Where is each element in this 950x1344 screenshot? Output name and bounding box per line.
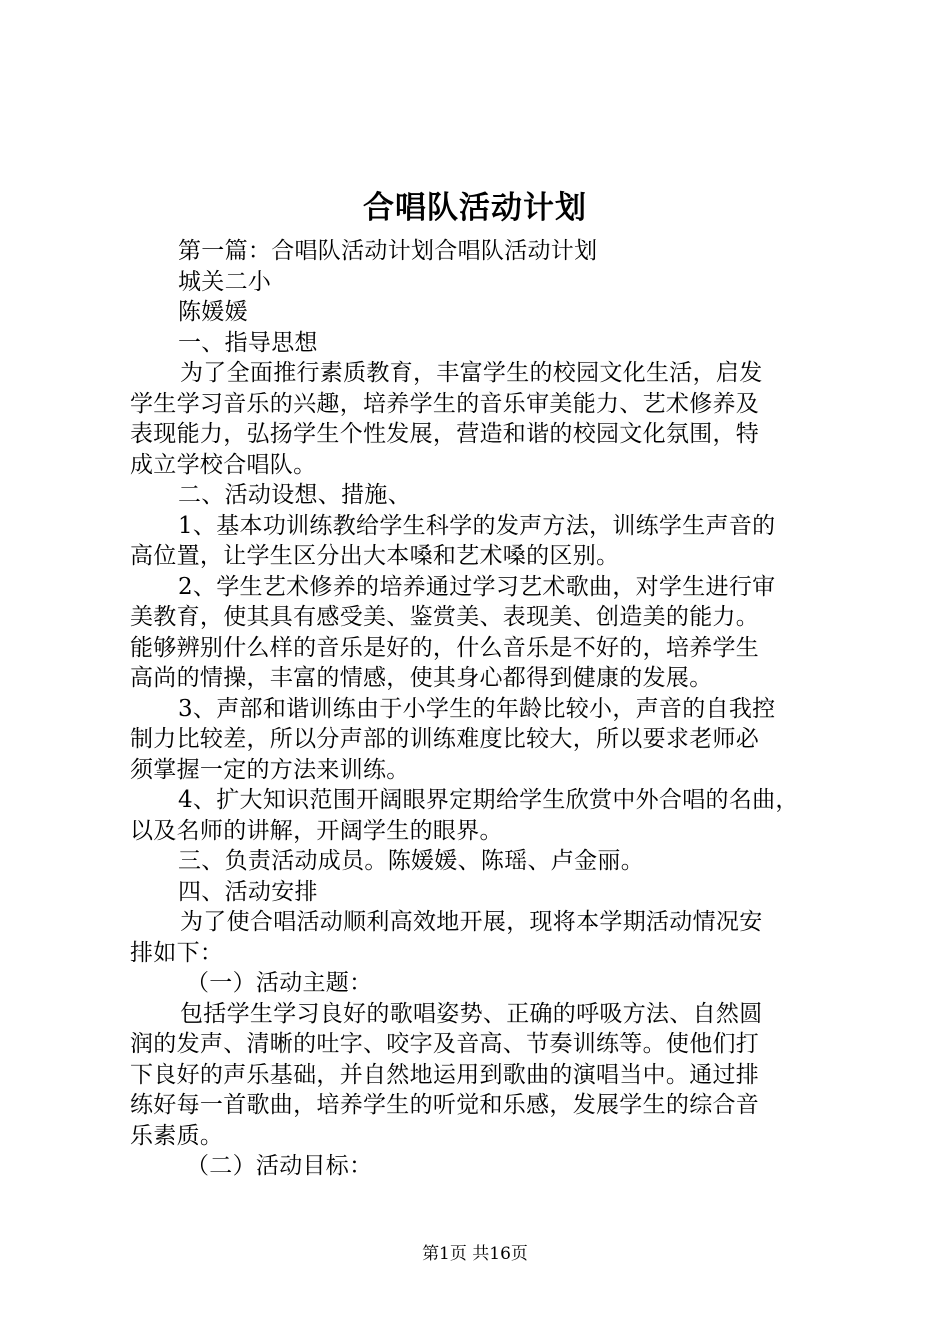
text-line: 第一篇：合唱队活动计划合唱队活动计划 (178, 238, 598, 264)
text-line: 下良好的声乐基础，并自然地运用到歌曲的演唱当中。通过排 (130, 1061, 760, 1088)
text-line: 表现能力，弘扬学生个性发展，营造和谐的校园文化氛围，特 (130, 421, 760, 447)
document-title: 合唱队活动计划 (363, 190, 587, 226)
text-line: 二、活动设想、措施、 (178, 482, 411, 508)
text-line: （一）活动主题： (186, 970, 373, 996)
text-line: 2、学生艺术修养的培养通过学习艺术歌曲，对学生进行审 (178, 573, 776, 600)
text-line: 须掌握一定的方法来训练。 (130, 756, 410, 783)
text-line: 为了使合唱活动顺利高效地开展，现将本学期活动情况安 (180, 909, 763, 935)
text-line: 高位置，让学生区分出大本嗓和艺术嗓的区别。 (130, 543, 620, 569)
text-line: （二）活动目标： (186, 1153, 373, 1179)
document-body (130, 236, 830, 1182)
text-line: 包括学生学习良好的歌唱姿势、正确的呼吸方法、自然圆 (180, 1000, 763, 1027)
text-line: 美教育，使其具有感受美、鉴赏美、表现美、创造美的能力。 (130, 604, 760, 630)
text-line: 润的发声、清晰的吐字、咬字及音高、节奏训练等。使他们打 (130, 1031, 760, 1057)
text-line: 三、负责活动成员。陈媛媛、陈瑶、卢金丽。 (178, 848, 644, 874)
text-line: 能够辨别什么样的音乐是好的，什么音乐是不好的，培养学生 (130, 634, 760, 661)
text-line: 为了全面推行素质教育，丰富学生的校园文化生活，启发 (180, 360, 763, 386)
text-line: 四、活动安排 (178, 878, 318, 905)
text-line: 高尚的情操，丰富的情感，使其身心都得到健康的发展。 (130, 665, 713, 691)
text-line: 3、声部和谐训练由于小学生的年龄比较小，声音的自我控 (178, 695, 776, 722)
text-line: 学生学习音乐的兴趣，培养学生的音乐审美能力、艺术修养及 (130, 390, 760, 417)
text-line: 乐素质。 (130, 1122, 224, 1149)
text-line: 城关二小 (178, 268, 272, 295)
text-line: 以及名师的讲解，开阔学生的眼界。 (130, 817, 503, 844)
text-line: 排如下： (130, 939, 224, 966)
text-line: 陈媛媛 (178, 299, 248, 325)
text-line: 1、基本功训练教给学生科学的发声方法，训练学生声音的 (178, 512, 776, 539)
text-line: 制力比较差，所以分声部的训练难度比较大，所以要求老师必 (130, 726, 760, 752)
text-line: 练好每一首歌曲，培养学生的听觉和乐感，发展学生的综合音 (130, 1092, 760, 1118)
text-line: 成立学校合唱队。 (130, 451, 317, 478)
text-line: 4、扩大知识范围开阔眼界定期给学生欣赏中外合唱的名曲， (178, 787, 799, 813)
text-line: 一、指导思想 (178, 329, 318, 356)
page-number-footer: 第1页 共16页 (422, 1244, 528, 1264)
